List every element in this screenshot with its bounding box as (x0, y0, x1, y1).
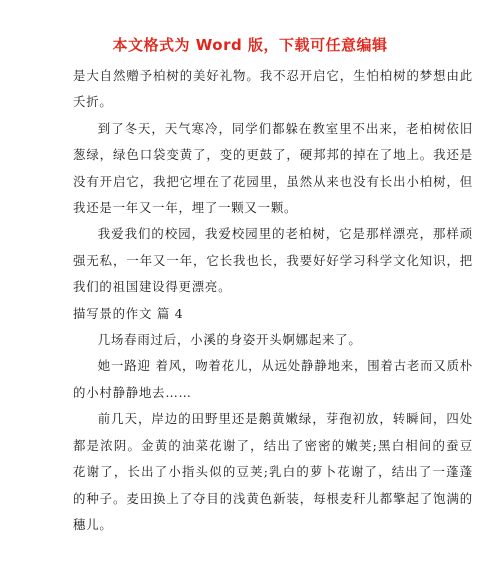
section-paragraph-3: 前几天，岸边的田野里还是鹅黄嫩绿，芽孢初放，转瞬间，四处都是浓阴。金黄的油菜花谢了，结出了密密的嫩荚;黑白相间的蚕豆花谢了，长出了小指头似的豆荚;乳白的萝卜花谢了，结出了一蓬蓬的种子。麦田换上了夺目的浅黄色新装，每根麦秆儿都擎起了饱满的穗儿。 (73, 411, 473, 532)
document-banner: 本文格式为 Word 版，下载可任意编辑 (112, 36, 388, 54)
paragraph-3: 我爱我们的校园，我爱校园里的老柏树，它是那样漂亮，那样顽强无私，一年又一年，它长我也长，我要好好学习科学文化知识，把我们的祖国建设得更漂亮。 (73, 226, 473, 295)
document-body (73, 63, 473, 538)
section-paragraph-1: 几场春雨过后，小溪的身姿开头婀娜起来了。 (97, 332, 362, 348)
section-paragraph-2: 她一路迎 着风，吻着花儿，从远处静静地来，围着古老而又质朴的小村静静地去…… (73, 358, 473, 400)
paragraph-1: 是大自然赠予柏树的美好礼物。我不忍开启它，生怕柏树的梦想由此夭折。 (73, 68, 473, 110)
section-heading: 描写景的作文 篇 4 (73, 305, 184, 321)
paragraph-2: 到了冬天，天气寒冷，同学们都躲在教室里不出来，老柏树依旧葱绿，绿色口袋变黄了，变的更鼓了，硬邦邦的掉在了地上。我还是没有开启它，我把它埋在了花园里，虽然从来也没有长出小柏树，但我还是一年又一年，埋了一颗又一颗。 (73, 120, 473, 216)
